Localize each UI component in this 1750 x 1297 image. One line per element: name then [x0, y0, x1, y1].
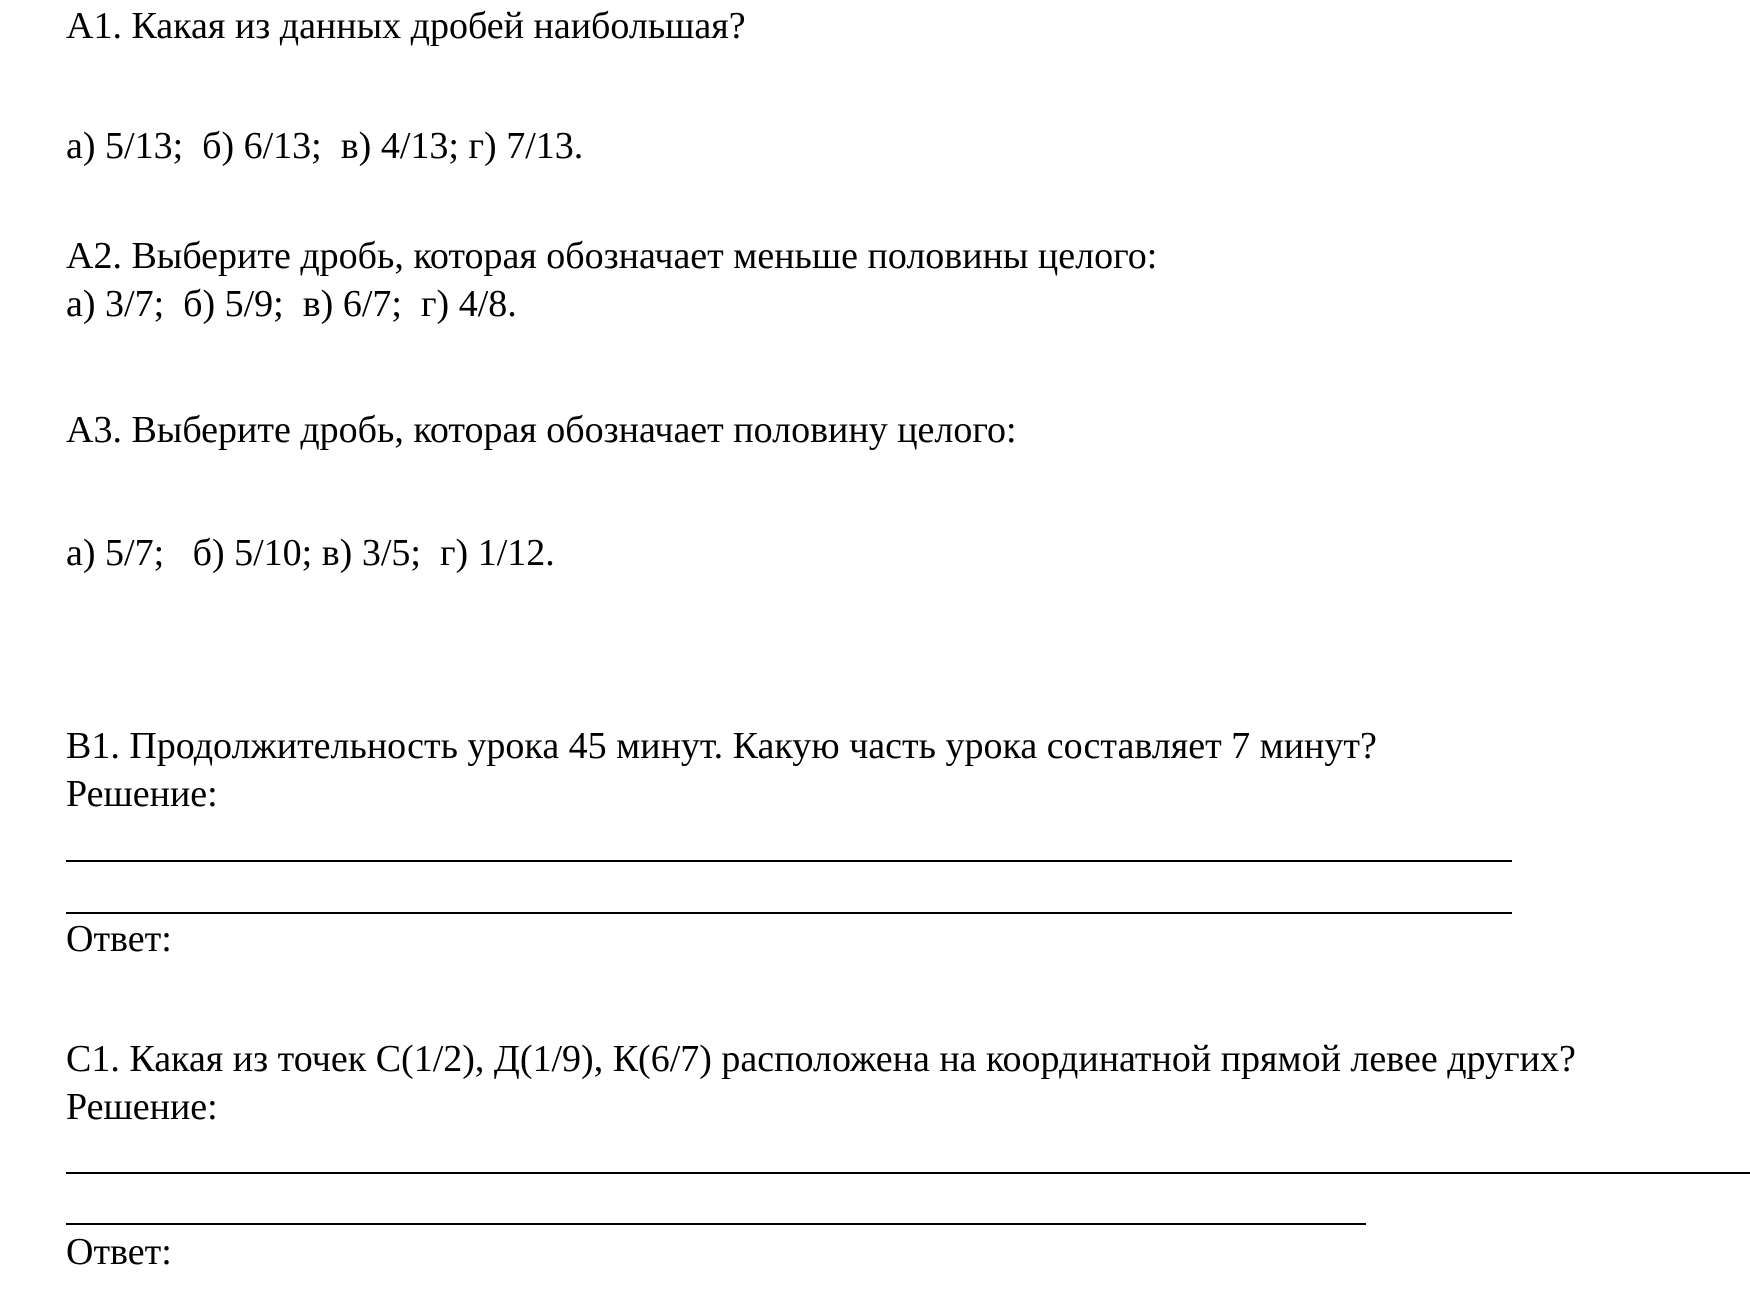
c1-answer-line-2: [66, 1223, 1366, 1225]
a1-question: А1. Какая из данных дробей наибольшая?: [66, 5, 746, 47]
b1-question: В1. Продолжительность урока 45 минут. Какую часть урока составляет 7 минут?: [66, 725, 1377, 767]
a2-question: А2. Выберите дробь, которая обозначает меньше половины целого:: [66, 235, 1158, 277]
c1-solution-label: Решение:: [66, 1086, 218, 1128]
a3-question: А3. Выберите дробь, которая обозначает половину целого:: [66, 409, 1017, 451]
c1-answer-label: Ответ:: [66, 1231, 172, 1273]
c1-question: С1. Какая из точек С(1/2), Д(1/9), К(6/7) расположена на координатной прямой левее других?: [66, 1038, 1576, 1080]
a2-options: а) 3/7; б) 5/9; в) 6/7; г) 4/8.: [66, 283, 517, 325]
b1-answer-line-1: [66, 860, 1512, 862]
b1-answer-line-2: [66, 912, 1512, 914]
b1-solution-label: Решение:: [66, 773, 218, 815]
a1-options: а) 5/13; б) 6/13; в) 4/13; г) 7/13.: [66, 125, 584, 167]
c1-answer-line-1: [66, 1172, 1750, 1174]
b1-answer-label: Ответ:: [66, 918, 172, 960]
a3-options: а) 5/7; б) 5/10; в) 3/5; г) 1/12.: [66, 532, 555, 574]
